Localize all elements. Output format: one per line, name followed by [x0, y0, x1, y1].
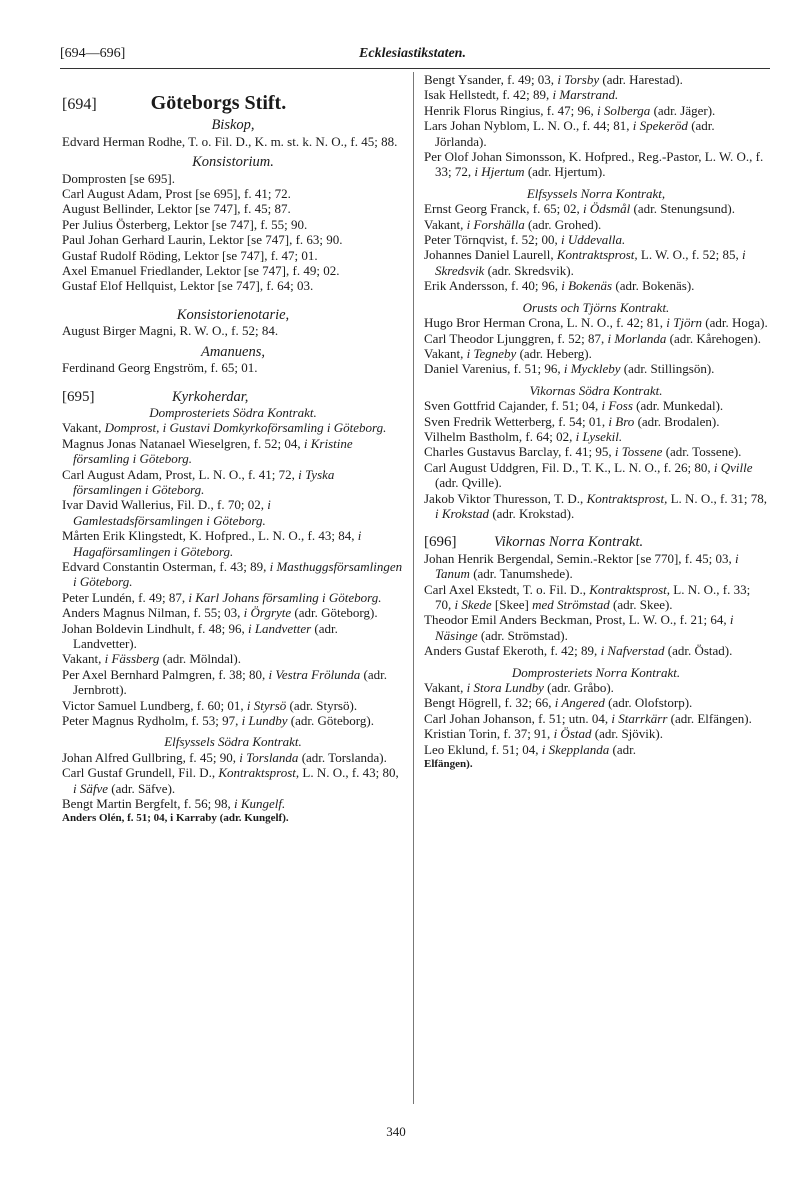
entry: Vakant, Domprost, i Gustavi Domkyrkoförsamling i Göteborg.	[62, 420, 387, 436]
entry: Domprosten [se 695].	[62, 170, 176, 186]
elfsyssels-sodra-list	[62, 750, 404, 812]
page-number: 340	[386, 1124, 406, 1139]
entry: Vakant, i Fässberg (adr. Mölndal).	[62, 651, 241, 667]
entry: Anders Gustaf Ekeroth, f. 42; 89, i Nafverstad (adr. Östad).	[424, 643, 733, 659]
domprost-norra-list	[424, 680, 768, 757]
vikornas-norra-list	[424, 551, 768, 659]
section-heading-694	[62, 92, 404, 114]
entry: Jakob Viktor Thuresson, T. D., Kontraktsprost, L. N. O., f. 31; 78, i Krokstad (adr. Krokstad).	[424, 490, 768, 521]
right-column	[424, 72, 768, 772]
orusts-list	[424, 315, 768, 377]
entry: Henrik Florus Ringius, f. 47; 96, i Solberga (adr. Jäger).	[424, 102, 716, 118]
entry: Kristian Torin, f. 37; 91, i Östad (adr. Sjövik).	[424, 726, 663, 742]
entry: Vilhelm Bastholm, f. 64; 02, i Lysekil.	[424, 428, 623, 444]
entry-last-line: Elfängen).	[424, 758, 473, 771]
konsistorium-list	[62, 171, 404, 294]
page-range: [694—696]	[60, 46, 126, 61]
section-number: [696]	[424, 534, 457, 551]
entry-last-line: Anders Olén, f. 51; 04, i Karraby (adr. Kungelf).	[62, 812, 289, 825]
entry: Carl Johan Johanson, f. 51; utn. 04, i Starrkärr (adr. Elfängen).	[424, 710, 752, 726]
entry: Bengt Martin Bergfelt, f. 56; 98, i Kungelf.	[62, 796, 286, 812]
column-divider	[413, 72, 414, 1104]
entry: Peter Törnqvist, f. 52; 00, i Uddevalla.	[424, 232, 626, 248]
entry: Sven Fredrik Wetterberg, f. 54; 01, i Bro (adr. Brodalen).	[424, 413, 720, 429]
subheading-notarie: Konsistorienotarie,	[176, 306, 290, 323]
subheading-domprost-norra: Domprosteriets Norra Kontrakt.	[511, 664, 681, 680]
subheading-orusts: Orusts och Tjörns Kontrakt.	[522, 299, 670, 315]
entry: Hugo Bror Herman Crona, L. N. O., f. 42; 81, i Tjörn (adr. Hoga).	[424, 315, 768, 331]
entry: Magnus Jonas Natanael Wieselgren, f. 52; 04, i Kristine församling i Göteborg.	[62, 435, 353, 467]
entry: Vakant, i Tegneby (adr. Heberg).	[424, 345, 592, 361]
section-heading-695	[62, 390, 404, 405]
domprost-sodra-list	[62, 420, 404, 728]
entry: Carl Theodor Ljunggren, f. 52; 87, i Morlanda (adr. Kårehogen).	[424, 330, 761, 346]
left-column	[62, 72, 404, 827]
entry: Carl August Uddgren, Fil. D., T. K., L. N. O., f. 26; 80, i Qville (adr. Qville).	[424, 459, 753, 491]
subheading-elfsyssels-norra: Elfsyssels Norra Kontrakt,	[526, 185, 666, 201]
running-title: Ecklesiastikstaten.	[359, 46, 466, 61]
right-top-list	[424, 72, 768, 180]
entry: Axel Emanuel Friedlander, Lektor [se 747], f. 49; 02.	[62, 263, 340, 279]
section-heading-696	[424, 535, 768, 550]
entry: Daniel Varenius, f. 51; 96, i Myckleby (adr. Stillingsön).	[424, 361, 715, 377]
entry: Carl Axel Ekstedt, T. o. Fil. D., Kontraktsprost, L. N. O., f. 33; 70, i Skede [Skee] med Strömstad (adr. Skee).	[424, 581, 751, 612]
entry: Isak Hellstedt, f. 42; 89, i Marstrand.	[424, 87, 619, 103]
entry: Edvard Constantin Osterman, f. 43; 89, i Masthuggsförsamlingen i Göteborg.	[62, 558, 403, 590]
entry: Erik Andersson, f. 40; 96, i Bokenäs (adr. Bokenäs).	[424, 278, 695, 294]
entry: Charles Gustavus Barclay, f. 41; 95, i Tossene (adr. Tossene).	[424, 444, 742, 460]
subheading-elfsyssels-sodra: Elfsyssels Södra Kontrakt.	[164, 734, 302, 750]
subheading-konsistorium: Konsistorium.	[192, 154, 274, 171]
section-title: Vikornas Norra Kontrakt.	[494, 534, 644, 551]
entry: Per Axel Bernhard Palmgren, f. 38; 80, i Vestra Frölunda (adr. Jernbrott).	[62, 666, 387, 698]
elfsyssels-norra-list	[424, 201, 768, 293]
entry: Carl August Adam, Prost, L. N. O., f. 41; 72, i Tyska församlingen i Göteborg.	[62, 466, 335, 497]
diocese-title: Göteborgs Stift.	[150, 92, 287, 114]
entry: Ivar David Wallerius, Fil. D., f. 70; 02, i Gamlestadsförsamlingen i Göteborg.	[62, 497, 271, 528]
subheading-vikornas-sodra: Vikornas Södra Kontrakt.	[529, 382, 663, 398]
section-number: [695]	[62, 388, 95, 405]
vikornas-sodra-list	[424, 398, 768, 521]
entry: Per Julius Österberg, Lektor [se 747], f. 55; 90.	[62, 216, 308, 232]
entry: Mårten Erik Klingstedt, K. Hofpred., L. N. O., f. 43; 84, i Hagaförsamlingen i Göteborg.	[62, 528, 362, 559]
subheading-biskop: Biskop,	[211, 117, 255, 134]
header-rule	[60, 68, 770, 69]
entry-biskop: Edvard Herman Rodhe, T. o. Fil. D., K. m. st. k. N. O., f. 45; 88.	[62, 133, 398, 149]
entry: Theodor Emil Anders Beckman, Prost, L. W. O., f. 21; 64, i Näsinge (adr. Strömstad).	[424, 612, 734, 643]
entry: Vakant, i Stora Lundby (adr. Gråbo).	[424, 680, 614, 696]
entry: Peter Lundén, f. 49; 87, i Karl Johans församling i Göteborg.	[62, 589, 382, 605]
entry: Carl August Adam, Prost [se 695], f. 41; 72.	[62, 186, 291, 202]
entry: Per Olof Johan Simonsson, K. Hofpred., Reg.-Pastor, L. W. O., f. 33; 72, i Hjertum (adr. Hjertum).	[424, 149, 764, 180]
entry: Johan Alfred Gullbring, f. 45; 90, i Torslanda (adr. Torslanda).	[62, 749, 387, 765]
section-number: [694]	[62, 96, 97, 113]
entry: Victor Samuel Lundberg, f. 60; 01, i Styrsö (adr. Styrsö).	[62, 697, 358, 713]
entry: Anders Magnus Nilman, f. 55; 03, i Örgryte (adr. Göteborg).	[62, 605, 378, 621]
entry: Sven Gottfrid Cajander, f. 51; 04, i Foss (adr. Munkedal).	[424, 398, 724, 414]
entry: Paul Johan Gerhard Laurin, Lektor [se 747], f. 63; 90.	[62, 232, 343, 248]
entry: Johan Henrik Bergendal, Semin.-Rektor [se 770], f. 45; 03, i Tanum (adr. Tanumshede).	[424, 550, 739, 582]
entry: Vakant, i Forshälla (adr. Grohed).	[424, 216, 602, 232]
section-title: Kyrkoherdar,	[172, 388, 249, 405]
entry: Gustaf Elof Hellquist, Lektor [se 747], f. 64; 03.	[62, 278, 314, 294]
running-head	[60, 46, 765, 66]
entry: Lars Johan Nyblom, L. N. O., f. 44; 81, i Spekeröd (adr. Jörlanda).	[424, 118, 715, 149]
entry: August Bellinder, Lektor [se 747], f. 45; 87.	[62, 201, 291, 217]
entry: Johan Boldevin Lindhult, f. 48; 96, i Landvetter (adr. Landvetter).	[62, 620, 338, 651]
entry: Gustaf Rudolf Röding, Lektor [se 747], f. 47; 01.	[62, 247, 318, 263]
entry-amanuens: Ferdinand Georg Engström, f. 65; 01.	[62, 360, 258, 376]
subheading-domprost-sodra: Domprosteriets Södra Kontrakt.	[149, 404, 317, 420]
entry: Peter Magnus Rydholm, f. 53; 97, i Lundby (adr. Göteborg).	[62, 713, 374, 729]
entry: Leo Eklund, f. 51; 04, i Skepplanda (adr.	[424, 741, 636, 757]
entry: Ernst Georg Franck, f. 65; 02, i Ödsmål (adr. Stenungsund).	[424, 201, 736, 217]
entry: Carl Gustaf Grundell, Fil. D., Kontraktsprost, L. N. O., f. 43; 80, i Säfve (adr. Säfve).	[62, 765, 399, 796]
entry: Bengt Ysander, f. 49; 03, i Torsby (adr. Harestad).	[424, 72, 683, 87]
subheading-amanuens: Amanuens,	[200, 343, 266, 360]
entry: Bengt Högrell, f. 32; 66, i Angered (adr. Olofstorp).	[424, 695, 693, 711]
entry-notarie: August Birger Magni, R. W. O., f. 52; 84.	[62, 323, 279, 339]
entry: Johannes Daniel Laurell, Kontraktsprost, L. W. O., f. 52; 85, i Skredsvik (adr. Skredsvik).	[424, 247, 746, 278]
